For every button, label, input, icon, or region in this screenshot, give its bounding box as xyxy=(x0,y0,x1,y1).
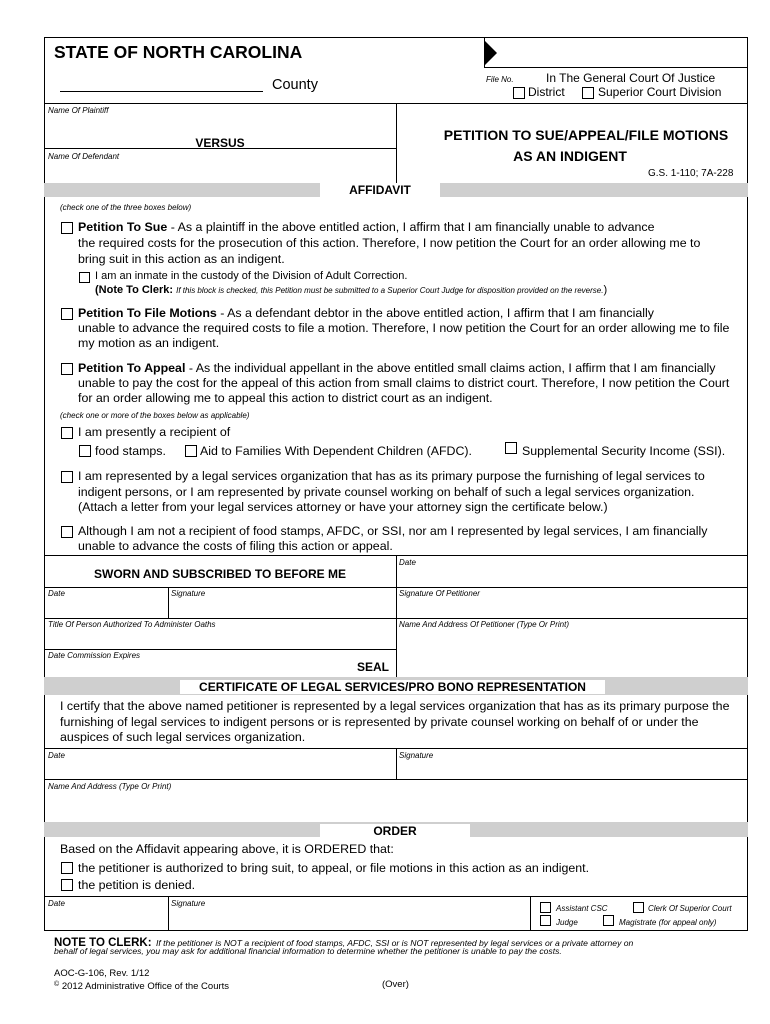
sworn-date-divider xyxy=(168,587,169,618)
title-person-label: Title Of Person Authorized To Administer Oaths xyxy=(48,620,216,629)
motions-title: Petition To File Motions xyxy=(78,306,217,320)
note-close: ) xyxy=(603,284,608,296)
order-authorized-label: the petitioner is authorized to bring suit, to appeal, or file motions in this action as an indigent. xyxy=(78,861,590,875)
represented-line-1: I am represented by a legal services organization that has as its primary purpose the furnishing of legal services to xyxy=(78,469,705,483)
motions-line-3: my motion as an indigent. xyxy=(78,336,220,350)
judge-label: Judge xyxy=(556,918,578,927)
affidavit-instruction: (check one of the three boxes below) xyxy=(60,203,192,212)
petitioner-name-address-label: Name And Address Of Petitioner (Type Or Print) xyxy=(399,620,569,629)
footer-note-text-1: If the petitioner is NOT a recipient of food stamps, AFDC, SSI or is NOT represented by legal services or a private attorney on xyxy=(156,938,634,948)
inmate-label: I am an inmate in the custody of the Division of Adult Correction. xyxy=(95,270,408,282)
inmate-checkbox[interactable] xyxy=(79,272,90,283)
file-no-line xyxy=(484,67,747,68)
petitioner-signature-label: Signature Of Petitioner xyxy=(399,589,480,598)
note-to-clerk-inmate xyxy=(95,284,607,296)
sue-line-3: bring suit in this action as an indigent. xyxy=(78,252,285,266)
certificate-line-1: I certify that the above named petitioner is represented by a legal services organization that has as its primary purpose the xyxy=(60,699,730,713)
order-authorized-checkbox[interactable] xyxy=(61,862,73,874)
order-title-divider xyxy=(530,896,531,930)
food-stamps-checkbox[interactable] xyxy=(79,445,91,457)
note-text: If this block is checked, this Petition must be submitted to a Superior Court Judge for disposition provided on the reverse. xyxy=(176,286,604,295)
versus-label: VERSUS xyxy=(195,136,245,150)
file-no-label: File No. xyxy=(486,75,514,84)
sworn-mid-divider xyxy=(396,555,397,677)
note-label: (Note To Clerk: xyxy=(95,284,174,296)
affidavit-heading: AFFIDAVIT xyxy=(320,183,440,197)
certificate-line-3: auspices of such legal services organization. xyxy=(60,730,306,744)
statute-ref: G.S. 1-110; 7A-228 xyxy=(648,168,734,179)
versus-line xyxy=(44,148,396,149)
copyright-symbol: © xyxy=(54,981,60,988)
motions-line-2: unable to advance the required costs to file a motion. Therefore, I now petition the Court for an order allowing me to file xyxy=(78,321,730,335)
ssi-checkbox[interactable] xyxy=(505,442,517,454)
although-line-1: Although I am not a recipient of food stamps, AFDC, or SSI, nor am I represented by legal services, I am financially xyxy=(78,524,708,538)
order-denied-checkbox[interactable] xyxy=(61,879,73,891)
appeal-text: - As the individual appellant in the above entitled small claims action, I affirm that I am financially xyxy=(185,361,716,375)
copyright-text: 2012 Administrative Office of the Courts xyxy=(61,981,230,992)
although-checkbox[interactable] xyxy=(61,526,73,538)
represented-checkbox[interactable] xyxy=(61,471,73,483)
sue-checkbox[interactable] xyxy=(61,222,73,234)
motions-line-1 xyxy=(78,306,654,322)
superior-label: Superior Court Division xyxy=(598,85,722,99)
order-signature-label: Signature xyxy=(171,899,206,908)
order-sign-line xyxy=(44,896,748,897)
district-checkbox[interactable] xyxy=(513,87,525,99)
sue-title: Petition To Sue xyxy=(78,220,168,234)
certificate-date-label: Date xyxy=(48,751,65,760)
order-date-label: Date xyxy=(48,899,65,908)
order-intro: Based on the Affidavit appearing above, it is ORDERED that: xyxy=(60,842,394,856)
defendant-label: Name Of Defendant xyxy=(48,152,120,161)
sue-line-2: the required costs for the prosecution of this action. Therefore, I now petition the Court for an order allowing me to xyxy=(78,236,701,250)
form-title-line1: PETITION TO SUE/APPEAL/FILE MOTIONS xyxy=(443,127,729,143)
afdc-checkbox[interactable] xyxy=(185,445,197,457)
assistant-csc-label: Assistant CSC xyxy=(556,904,608,913)
county-line xyxy=(60,91,263,92)
recipient-checkbox[interactable] xyxy=(61,427,73,439)
sworn-line-2 xyxy=(44,587,748,588)
court-label: In The General Court Of Justice xyxy=(546,71,716,85)
county-label: County xyxy=(272,77,318,93)
copyright xyxy=(54,981,229,992)
sworn-line-4 xyxy=(44,649,397,650)
sue-line-1 xyxy=(78,220,654,236)
although-line-2: unable to advance the costs of filing this action or appeal. xyxy=(78,539,393,553)
judge-checkbox[interactable] xyxy=(540,915,551,926)
frame-left xyxy=(44,37,45,930)
appeal-line-2: unable to pay the cost for the appeal of this action from small claims to district court. Therefore, I now petition the Court xyxy=(78,376,730,390)
magistrate-label: Magistrate (for appeal only) xyxy=(619,918,717,927)
certificate-line-2: furnishing of legal services to indigent persons or is represented by private counsel working on behalf of or under the xyxy=(60,715,699,729)
frame-top xyxy=(44,37,748,38)
district-label: District xyxy=(528,85,565,99)
certificate-name-address-label: Name And Address (Type Or Print) xyxy=(48,782,172,791)
state-title: STATE OF NORTH CAROLINA xyxy=(54,42,303,62)
motions-checkbox[interactable] xyxy=(61,308,73,320)
ssi-label: Supplemental Security Income (SSI). xyxy=(522,444,726,458)
appeal-title: Petition To Appeal xyxy=(78,361,186,375)
represented-line-2: indigent persons, or I am represented by private counsel working on behalf of such a legal services organization. xyxy=(78,485,695,499)
sworn-heading: SWORN AND SUBSCRIBED TO BEFORE ME xyxy=(93,567,346,581)
order-date-divider xyxy=(168,896,169,930)
form-title-line2: AS AN INDIGENT xyxy=(513,148,627,164)
frame-bottom xyxy=(44,930,748,931)
applicable-instruction: (check one or more of the boxes below as applicable) xyxy=(60,411,250,420)
appeal-checkbox[interactable] xyxy=(61,363,73,375)
sue-text: - As a plaintiff in the above entitled action, I affirm that I am financially unable to advance xyxy=(167,220,655,234)
petitioner-date-label: Date xyxy=(399,558,416,567)
sworn-signature-label: Signature xyxy=(171,589,206,598)
appeal-line-1 xyxy=(78,361,715,377)
certificate-signature-label: Signature xyxy=(399,751,434,760)
clerk-label: Clerk Of Superior Court xyxy=(648,904,732,913)
order-denied-label: the petition is denied. xyxy=(78,878,196,892)
form-number: AOC-G-106, Rev. 1/12 xyxy=(54,968,150,979)
certificate-heading: CERTIFICATE OF LEGAL SERVICES/PRO BONO REPRESENTATION xyxy=(180,680,605,694)
order-heading: ORDER xyxy=(320,824,470,837)
certificate-divider xyxy=(396,748,397,779)
clerk-checkbox[interactable] xyxy=(633,902,644,913)
commission-label: Date Commission Expires xyxy=(48,651,141,660)
afdc-label: Aid to Families With Dependent Children (AFDC). xyxy=(200,444,473,458)
assistant-csc-checkbox[interactable] xyxy=(540,902,551,913)
superior-checkbox[interactable] xyxy=(582,87,594,99)
magistrate-checkbox[interactable] xyxy=(603,915,614,926)
certificate-line-2b xyxy=(44,779,748,780)
frame-right xyxy=(747,37,748,930)
plaintiff-title-divider xyxy=(396,103,397,183)
represented-line-3: (Attach a letter from your legal services attorney or have your attorney sign the certificate below.) xyxy=(78,500,608,514)
recipient-label: I am presently a recipient of xyxy=(78,425,231,439)
seal-label: SEAL xyxy=(357,660,390,674)
over-label: (Over) xyxy=(382,979,409,990)
sworn-line-3 xyxy=(44,618,748,619)
file-arrow-icon xyxy=(484,40,497,66)
sworn-date-label: Date xyxy=(48,589,65,598)
plaintiff-label: Name Of Plaintiff xyxy=(48,106,109,115)
file-box-left xyxy=(484,37,485,68)
motions-text: - As a defendant debtor in the above entitled action, I affirm that I am financially xyxy=(216,306,654,320)
footer-note-label: NOTE TO CLERK: xyxy=(54,937,152,949)
food-stamps-label: food stamps. xyxy=(95,444,166,458)
appeal-line-3: for an order allowing me to appeal this action to district court as an indigent. xyxy=(78,391,493,405)
footer-note-line-2: behalf of legal services, you may ask for additional financial information to determine whether the petitioner is unable to pay the costs. xyxy=(54,946,562,956)
